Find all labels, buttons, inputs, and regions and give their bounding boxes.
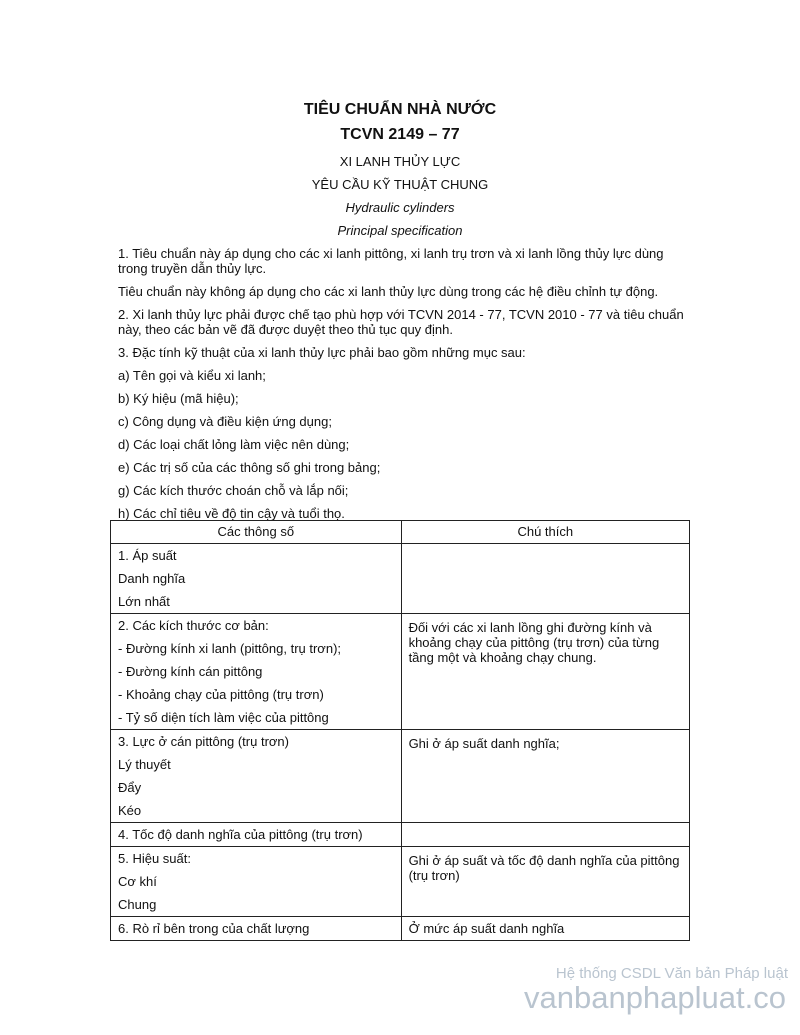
table-row — [111, 730, 690, 823]
note-cell — [401, 544, 689, 614]
paragraph-scope: 1. Tiêu chuẩn này áp dụng cho các xi lanh pittông, xi lanh trụ trơn và xi lanh lồng thủy lực dùng trong truyền dẫn thủy lực. — [118, 246, 664, 276]
column-header-parameters: Các thông số — [111, 521, 402, 544]
parameter-cell — [111, 544, 402, 614]
standard-number: TCVN 2149 – 77 — [340, 126, 460, 143]
table-row — [111, 847, 690, 917]
subtitle-vi-2: YÊU CẦU KỸ THUẬT CHUNG — [311, 177, 489, 192]
parameter-line: Chung — [118, 897, 157, 912]
table-row — [111, 917, 690, 941]
list-item: e) Các trị số của các thông số ghi trong bảng; — [118, 460, 381, 475]
parameter-line: 6. Rò rỉ bên trong của chất lượng — [118, 921, 310, 936]
table-row — [111, 614, 690, 730]
parameter-cell — [111, 847, 402, 917]
note-cell — [401, 730, 689, 823]
table-row — [111, 823, 690, 847]
note-cell — [401, 614, 689, 730]
note-text: Ghi ở áp suất và tốc độ danh nghĩa của pittông (trụ trơn) — [408, 853, 680, 883]
watermark-caption: Hệ thống CSDL Văn bản Pháp luật — [555, 965, 788, 982]
note-text — [402, 544, 689, 550]
note-cell — [401, 847, 689, 917]
parameter-line: - Tỷ số diện tích làm việc của pittông — [118, 710, 329, 725]
table-row — [111, 544, 690, 614]
table-header-row — [111, 521, 690, 544]
list-item: c) Công dụng và điều kiện ứng dụng; — [118, 414, 332, 429]
list-item: g) Các kích thước choán chỗ và lắp nối; — [118, 483, 349, 498]
parameter-line: 5. Hiệu suất: — [118, 851, 191, 866]
note-text: Ở mức áp suất danh nghĩa — [408, 921, 565, 936]
note-text — [402, 823, 689, 829]
list-item: b) Ký hiệu (mã hiệu); — [118, 391, 239, 406]
parameter-line: 4. Tốc độ danh nghĩa của pittông (trụ trơn) — [118, 827, 363, 842]
note-cell — [401, 823, 689, 847]
parameter-line: - Đường kính cán pittông — [118, 664, 263, 679]
parameter-line: Kéo — [118, 803, 142, 818]
list-item: a) Tên gọi và kiểu xi lanh; — [118, 368, 266, 383]
column-header-notes: Chú thích — [401, 521, 689, 544]
parameter-line: - Khoảng chạy của pittông (trụ trơn) — [118, 687, 324, 702]
paragraph-characteristics: 3. Đặc tính kỹ thuật của xi lanh thủy lực phải bao gồm những mục sau: — [118, 345, 526, 360]
parameter-cell — [111, 917, 402, 941]
paragraph-exclusion: Tiêu chuẩn này không áp dụng cho các xi lanh thủy lực dùng trong các hệ điều chỉnh tự động. — [118, 284, 659, 299]
parameter-line: Đẩy — [118, 780, 142, 795]
parameter-cell — [111, 730, 402, 823]
subtitle-en-1: Hydraulic cylinders — [345, 200, 455, 215]
document-title: TIÊU CHUẨN NHÀ NƯỚC — [303, 101, 497, 118]
parameter-line: 1. Áp suất — [118, 548, 177, 563]
parameter-line: Lý thuyết — [118, 757, 171, 772]
parameter-line: Danh nghĩa — [118, 571, 186, 586]
note-cell — [401, 917, 689, 941]
parameter-cell — [111, 823, 402, 847]
parameter-line: 3. Lực ở cán pittông (trụ trơn) — [118, 734, 289, 749]
parameter-line: Cơ khí — [118, 874, 157, 889]
note-text: Ghi ở áp suất danh nghĩa; — [408, 736, 560, 751]
parameter-cell — [111, 614, 402, 730]
note-text: Đối với các xi lanh lồng ghi đường kính và khoảng chạy của pittông (trụ trơn) của từng tầng một và khoảng chạy chung. — [408, 620, 660, 665]
parameter-line: Lớn nhất — [118, 594, 170, 609]
parameter-line: - Đường kính xi lanh (pittông, trụ trơn); — [118, 641, 342, 656]
subtitle-en-2: Principal specification — [337, 223, 463, 238]
list-item: h) Các chỉ tiêu về độ tin cậy và tuổi thọ. — [118, 506, 345, 521]
list-item: d) Các loại chất lỏng làm việc nên dùng; — [118, 437, 350, 452]
watermark-site: vanbanphapluat.co — [523, 980, 786, 1015]
paragraph-manufacture: 2. Xi lanh thủy lực phải được chế tạo phù hợp với TCVN 2014 - 77, TCVN 2010 - 77 và tiêu chuẩn này, theo các bản vẽ đã được duyệt theo thủ tục quy định. — [118, 307, 684, 337]
parameters-table — [110, 520, 690, 941]
parameter-line: 2. Các kích thước cơ bản: — [118, 618, 269, 633]
subtitle-vi-1: XI LANH THỦY LỰC — [339, 154, 461, 169]
